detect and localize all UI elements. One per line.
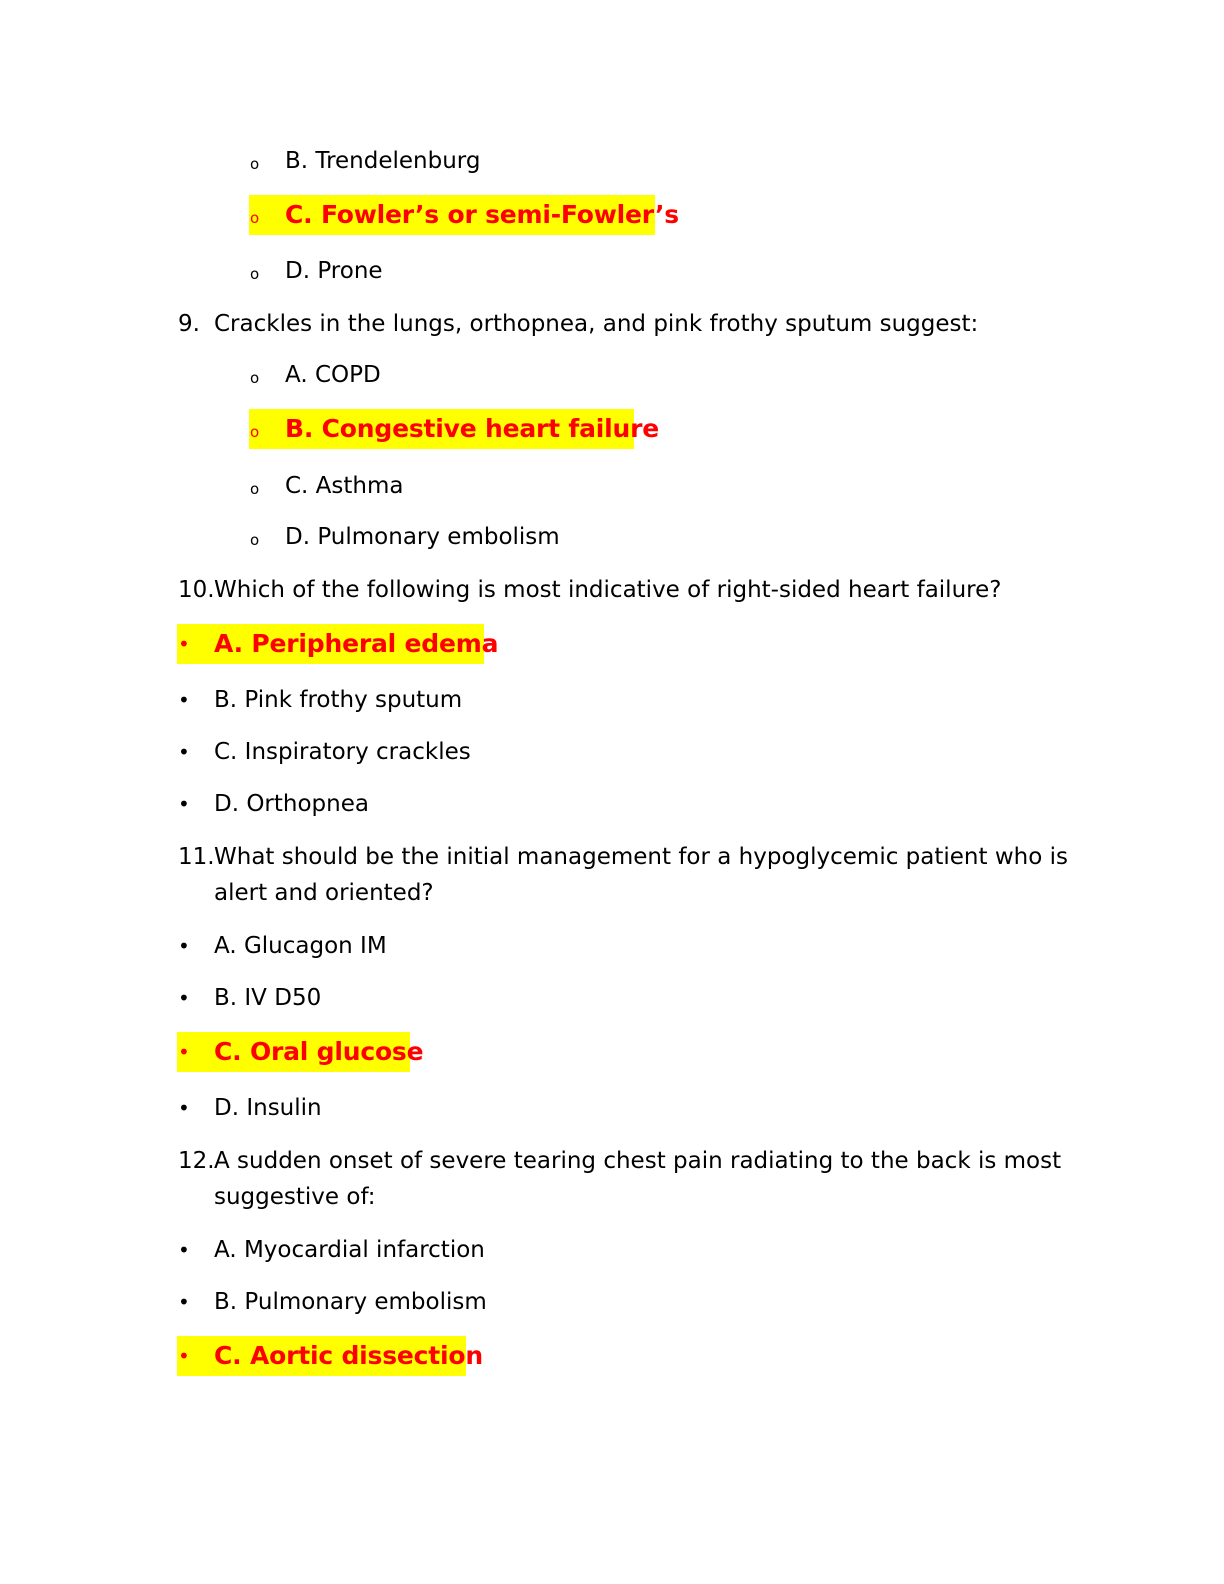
option-text: A. Peripheral edema xyxy=(214,629,499,658)
question-number: 11. xyxy=(178,844,215,870)
circle-bullet-icon: o xyxy=(250,480,260,498)
option-text: C. Asthma xyxy=(285,473,404,499)
option-text: C. Inspiratory crackles xyxy=(214,739,471,765)
option-text: A. Myocardial infarction xyxy=(214,1237,485,1263)
question-text: suggestive of: xyxy=(214,1184,376,1210)
bullet-dot-icon: • xyxy=(178,934,190,958)
option-text: B. Pulmonary embolism xyxy=(214,1289,487,1315)
option-text: C. Fowler’s or semi-Fowler’s xyxy=(285,200,679,229)
bullet-dot-icon: • xyxy=(178,1040,190,1064)
option-text: D. Insulin xyxy=(214,1095,322,1121)
bullet-dot-icon: • xyxy=(178,986,190,1010)
question-text: alert and oriented? xyxy=(214,880,434,906)
option-text: B. IV D50 xyxy=(214,985,322,1011)
bullet-dot-icon: • xyxy=(178,632,190,656)
option-text: B. Congestive heart failure xyxy=(285,414,659,443)
option-text: C. Oral glucose xyxy=(214,1037,424,1066)
option-text: B. Pink frothy sputum xyxy=(214,687,463,713)
circle-bullet-icon: o xyxy=(250,423,260,441)
question-text: Crackles in the lungs, orthopnea, and pink frothy sputum suggest: xyxy=(214,311,979,337)
option-text: A. COPD xyxy=(285,362,381,388)
bullet-dot-icon: • xyxy=(178,1344,190,1368)
option-text: A. Glucagon IM xyxy=(214,933,387,959)
circle-bullet-icon: o xyxy=(250,265,260,283)
option-text: D. Orthopnea xyxy=(214,791,369,817)
circle-bullet-icon: o xyxy=(250,369,260,387)
bullet-dot-icon: • xyxy=(178,740,190,764)
question-text: Which of the following is most indicative of right-sided heart failure? xyxy=(214,577,1002,603)
option-text: D. Pulmonary embolism xyxy=(285,524,560,550)
question-number: 10. xyxy=(178,577,215,603)
question-text: What should be the initial management for a hypoglycemic patient who is xyxy=(214,844,1068,870)
circle-bullet-icon: o xyxy=(250,155,260,173)
bullet-dot-icon: • xyxy=(178,688,190,712)
bullet-dot-icon: • xyxy=(178,792,190,816)
question-number: 12. xyxy=(178,1148,215,1174)
question-number: 9. xyxy=(178,311,200,337)
bullet-dot-icon: • xyxy=(178,1290,190,1314)
circle-bullet-icon: o xyxy=(250,209,260,227)
option-text: D. Prone xyxy=(285,258,383,284)
circle-bullet-icon: o xyxy=(250,531,260,549)
option-text: C. Aortic dissection xyxy=(214,1341,483,1370)
question-text: A sudden onset of severe tearing chest pain radiating to the back is most xyxy=(214,1148,1062,1174)
bullet-dot-icon: • xyxy=(178,1238,190,1262)
option-text: B. Trendelenburg xyxy=(285,148,481,174)
bullet-dot-icon: • xyxy=(178,1096,190,1120)
